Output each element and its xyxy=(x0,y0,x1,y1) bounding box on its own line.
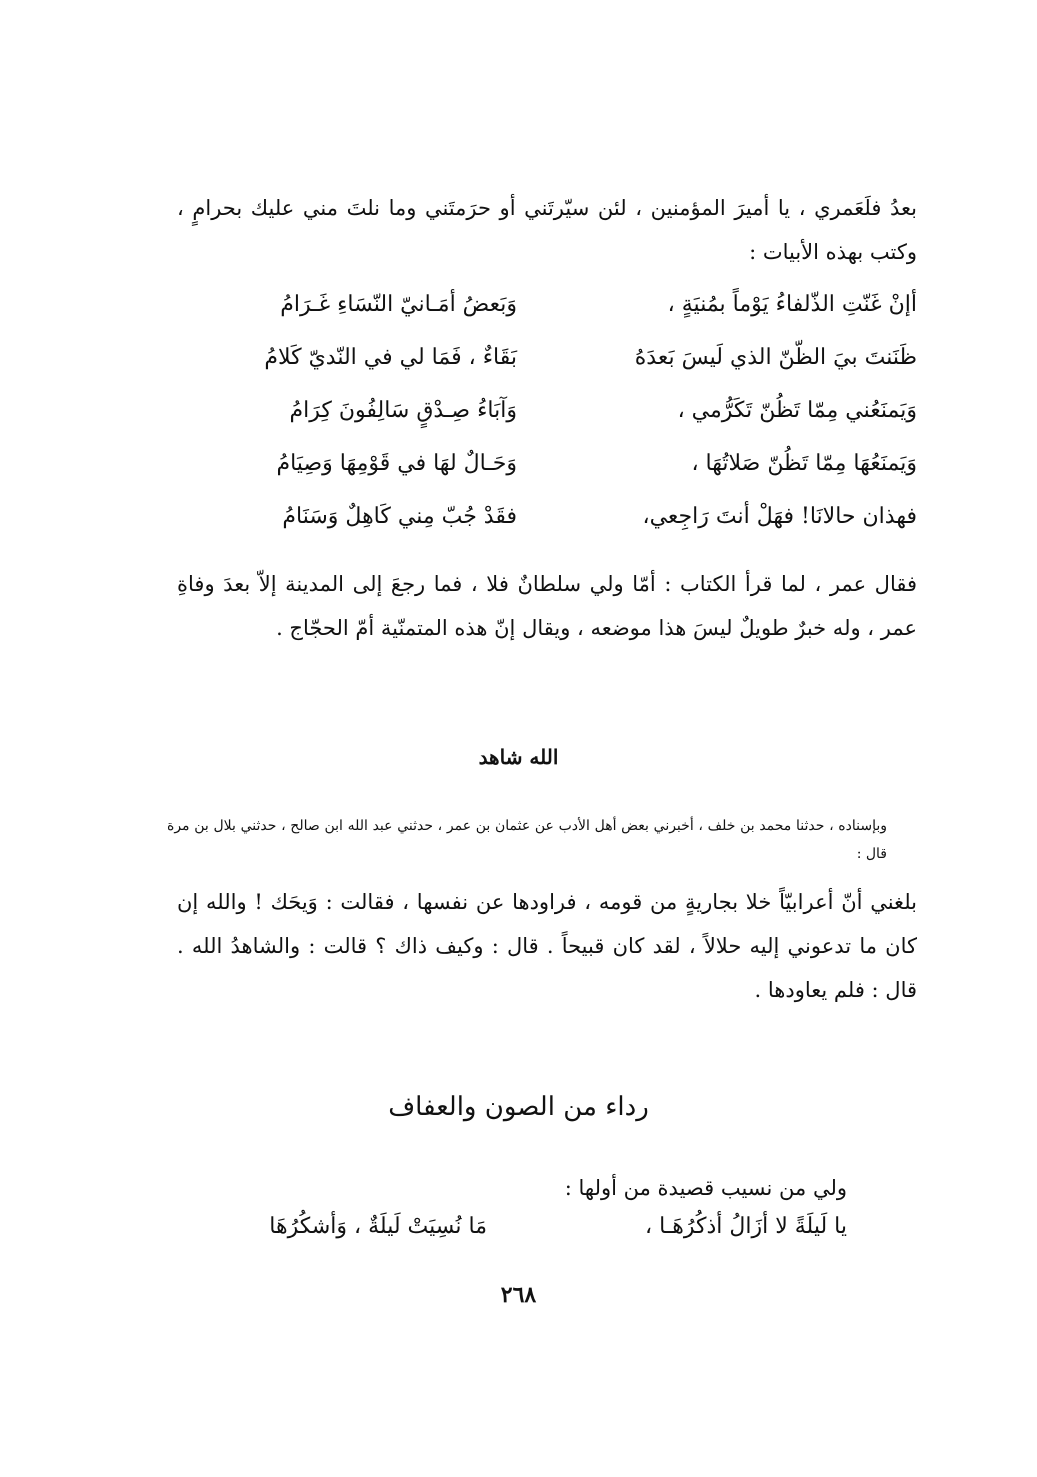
intro-paragraph xyxy=(177,186,917,274)
verse-second-hemistich: بَقَاءٌ ، فَمَا لي في النّديّ كَلامُ xyxy=(264,345,517,370)
verse-line xyxy=(177,345,917,397)
verse-second-hemistich: وَبَعضُ أمَـانيّ النّسَاءِ غَـرَامُ xyxy=(280,292,517,317)
verse-line xyxy=(177,292,917,344)
verse-first-hemistich: أإنْ غَنّتِ الذّلفاءُ يَوْماً بمُنيَةٍ ، xyxy=(667,292,917,317)
verse-second-hemistich: فقَدْ جُبّ مِني كَاهِلٌ وَسَنَامُ xyxy=(282,504,517,529)
verse-first-hemistich: ظَنَنتَ بيَ الظّنّ الذي لَيسَ بَعدَهُ xyxy=(634,345,917,370)
closing-text: فقال عمر ، لما قرأ الكتاب : أمّا ولي سلطانٌ فلا ، فما رجعَ إلى المدينة إلاّ بعدَ وفاةِ عمر ، وله خبرٌ طويلٌ ليسَ هذا موضعه ، ويقال إنّ هذه المتمنّية أمّ الحجّاج . xyxy=(177,572,917,640)
verse-line xyxy=(177,451,917,503)
verse-second-hemistich: وَحَـالٌ لهَا في قَوْمِهَا وَصِيَامُ xyxy=(276,451,517,476)
poem-intro-text: ولي من نسيب قصيدة من أولها : xyxy=(564,1176,847,1200)
anecdote-text: بلغني أنّ أعرابيّاً خلا بجاريةٍ من قومه ، فراودها عن نفسها ، فقالت : وَيحَك ! والله إن كان ما تدعوني إليه حلالاً ، لقد كان قبيحاً . قال : وكيف ذاك ؟ قالت : والشاهدُ الله . قال : فلم يعاودها . xyxy=(177,890,917,1002)
verse-first-hemistich: وَيَمنَعُني مِمّا تَظُنّ تَكَرُّمي ، xyxy=(677,398,917,423)
verse-line xyxy=(177,504,917,556)
isnad-text: وبإسناده ، حدثنا محمد بن خلف ، أخبرني بعض أهل الأدب عن عثمان بن عمر ، حدثني عبد الله ابن صالح ، حدثني بلال بن مرة قال : xyxy=(167,818,887,862)
section-title: الله شاهد xyxy=(478,745,559,769)
verse-second-hemistich: وَآبَاءُ صِـدْقٍ سَالِفُونَ كِرَامُ xyxy=(289,398,517,423)
closing-paragraph xyxy=(177,562,917,650)
section-title: رداء من الصون والعفاف xyxy=(388,1092,649,1122)
isnad-paragraph xyxy=(167,812,887,868)
page-number: ٢٦٨ xyxy=(500,1282,537,1308)
verse-line xyxy=(167,1214,847,1266)
verse-second-hemistich: مَا نُسِيَتْ لَيلَةٌ ، وَأشكُرُهَا xyxy=(269,1214,487,1239)
verse-line xyxy=(177,398,917,450)
verse-first-hemistich: يا لَيلَةً لا أزَالُ أذكُرُهَـا ، xyxy=(645,1214,847,1239)
intro-text: بعدُ فلَعَمري ، يا أميرَ المؤمنين ، لئن سيّرتَني أو حرَمتَني وما نلتَ مني عليك بحرامٍ ، وكتب بهذه الأبيات : xyxy=(177,196,917,264)
verse-first-hemistich: فهذان حالانَا! فهَلْ أنتَ رَاجِعي، xyxy=(642,504,917,529)
poem-intro xyxy=(177,1166,847,1210)
anecdote-paragraph xyxy=(177,880,917,1012)
verse-first-hemistich: وَيَمنَعُهَا مِمّا تَظُنّ صَلاتُهَا ، xyxy=(691,451,917,476)
